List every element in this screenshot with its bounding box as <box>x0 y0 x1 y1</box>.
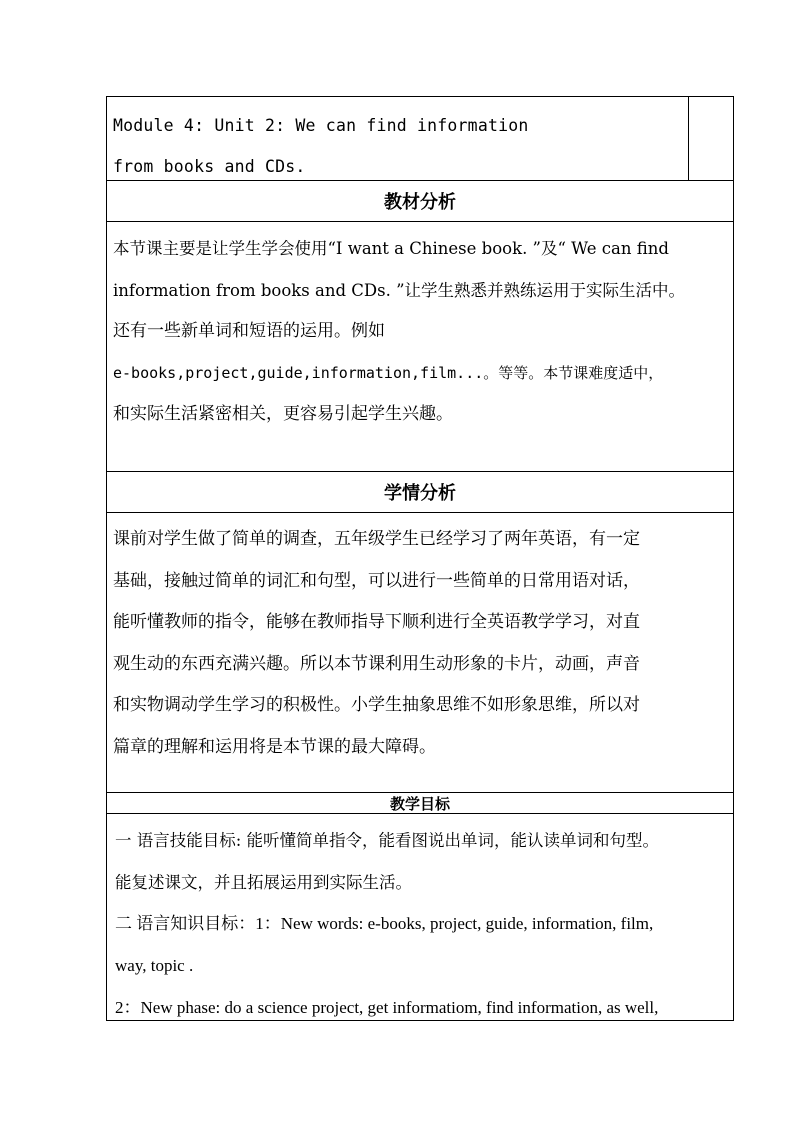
text-line: 还有一些新单词和短语的运用。例如 <box>113 321 385 341</box>
text-line: 能复述课文，并且拓展运用到实际生活。 <box>115 872 412 892</box>
text-line: e-books,project,guide,information,film...。等等。本节课难度适中， <box>113 363 664 382</box>
text-line: 能听懂教师的指令，能够在教师指导下顺利进行全英语教学学习，对直 <box>113 612 640 632</box>
text-line: 观生动的东西充满兴趣。所以本节课利用生动形象的卡片，动画，声音 <box>113 653 640 674</box>
title-line-1: Module 4: Unit 2: We can find information <box>113 116 529 135</box>
title-side-cell <box>689 97 733 180</box>
section-heading-learner-analysis: 学情分析 <box>107 472 733 513</box>
text-line: 本节课主要是让学生学会使用“I want a Chinese book. ”及“ We can find <box>113 239 669 258</box>
text-line: way, topic . <box>115 956 194 975</box>
section-body-teaching-goals <box>107 814 733 1020</box>
text-line: 和实际生活紧密相关，更容易引起学生兴趣。 <box>113 404 453 424</box>
section-body-learner-analysis <box>107 513 733 793</box>
title-cell <box>107 97 689 180</box>
lesson-plan-table <box>106 96 734 1021</box>
text-line: 2：New phase: do a science project, get informatiom, find information, as well, <box>115 998 659 1017</box>
section-heading-textbook-analysis: 教材分析 <box>107 181 733 222</box>
text-line: 课前对学生做了简单的调查，五年级学生已经学习了两年英语，有一定 <box>113 529 640 549</box>
text-line: information from books and CDs. ”让学生熟悉并熟练运用于实际生活中。 <box>113 280 686 300</box>
title-line-2: from books and CDs. <box>113 157 306 176</box>
section-heading-teaching-goals: 教学目标 <box>107 793 733 814</box>
text-line: 和实物调动学生学习的积极性。小学生抽象思维不如形象思维，所以对 <box>113 695 640 715</box>
title-row <box>107 97 733 181</box>
text-line: 一 语言技能目标: 能听懂简单指令，能看图说出单词，能认读单词和句型。 <box>115 831 660 850</box>
text-line: 基础，接触过简单的词汇和句型，可以进行一些简单的日常用语对话， <box>113 570 640 591</box>
text-line: 二 语言知识目标：1：New words: e-books, project, guide, information, film, <box>115 914 654 933</box>
text-line: 篇章的理解和运用将是本节课的最大障碍。 <box>113 736 436 757</box>
section-body-textbook-analysis <box>107 222 733 472</box>
